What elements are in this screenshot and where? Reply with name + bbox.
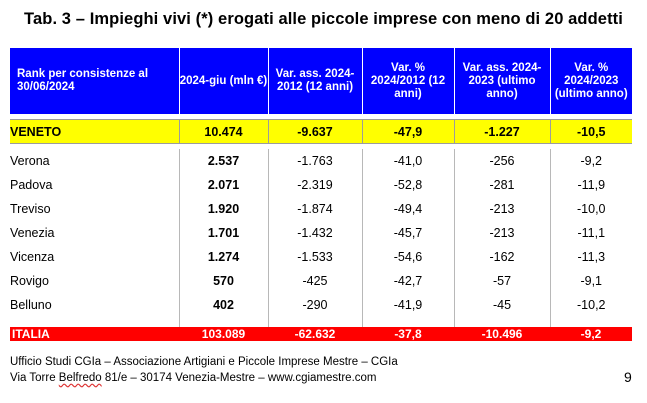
footer-line-2 [10, 372, 377, 384]
table-row [10, 197, 632, 221]
veneto-row [10, 120, 632, 144]
cell-var-pct-12: -52,8 [362, 173, 454, 197]
italia-var-pct-1: -9,2 [580, 327, 602, 341]
header-row [10, 48, 632, 114]
cell-var-ass-1: -1.227 [454, 120, 550, 144]
cell-var-ass-1: -281 [454, 173, 550, 197]
province-name: Venezia [10, 226, 55, 240]
table-row [10, 293, 632, 317]
header-var-ass-12: Var. ass. 2024-2012 (12 anni) [268, 48, 362, 114]
table-row [10, 221, 632, 245]
cell-2024: 402 [179, 293, 268, 317]
header-rank: Rank per consistenze al 30/06/2024 [10, 48, 179, 114]
cell-2024: 1.920 [179, 197, 268, 221]
province-name: Padova [10, 178, 53, 192]
cell-var-pct-1: -10,2 [550, 293, 632, 317]
cell-var-pct-1: -9,2 [550, 149, 632, 173]
cell-var-pct-12: -41,0 [362, 149, 454, 173]
header-2024-giu: 2024-giu (mln €) [179, 48, 268, 114]
cell-var-ass-1: -213 [454, 197, 550, 221]
footer-address-end: 81/e – 30174 Venezia-Mestre – www.cgiamestre.com [101, 372, 377, 384]
italia-var-ass-1: -10.496 [481, 327, 523, 341]
italia-row [10, 327, 632, 341]
table-row [10, 245, 632, 269]
cell-var-pct-12: -49,4 [362, 197, 454, 221]
table-row [10, 173, 632, 197]
cell-var-ass-12: -1.763 [268, 149, 362, 173]
cell-var-ass-1: -57 [454, 269, 550, 293]
header-var-pct-1: Var. % 2024/2023 (ultimo anno) [550, 48, 632, 114]
table-row [10, 269, 632, 293]
cell-var-ass-12: -1.432 [268, 221, 362, 245]
cell-var-ass-12: -1.533 [268, 245, 362, 269]
cell-var-ass-1: -45 [454, 293, 550, 317]
cell-var-pct-1: -10,0 [550, 197, 632, 221]
footer-line-1: Ufficio Studi CGIa – Associazione Artigiani e Piccole Imprese Mestre – CGIa [10, 356, 398, 368]
cell-var-pct-12: -42,7 [362, 269, 454, 293]
header-var-pct-12: Var. % 2024/2012 (12 anni) [362, 48, 454, 114]
cell-var-ass-12: -2.319 [268, 173, 362, 197]
cell-var-pct-1: -11,9 [550, 173, 632, 197]
region-name: VENETO [10, 120, 179, 144]
page-number: 9 [624, 369, 632, 385]
cell-var-pct-12: -45,7 [362, 221, 454, 245]
table-title: Tab. 3 – Impieghi vivi (*) erogati alle piccole imprese con meno di 20 addetti [24, 10, 623, 28]
cell-var-pct-12: -41,9 [362, 293, 454, 317]
table-row [10, 149, 632, 173]
province-name: Treviso [10, 202, 51, 216]
cell-var-pct-1: -11,1 [550, 221, 632, 245]
cell-2024: 10.474 [179, 120, 268, 144]
cell-2024: 1.701 [179, 221, 268, 245]
cell-var-ass-12: -9.637 [268, 120, 362, 144]
province-name: Verona [10, 154, 50, 168]
cell-var-pct-1: -10,5 [550, 120, 632, 144]
province-name: Belluno [10, 298, 52, 312]
italia-label: ITALIA [12, 327, 50, 341]
cell-var-ass-1: -256 [454, 149, 550, 173]
cell-var-ass-12: -1.874 [268, 197, 362, 221]
cell-var-ass-12: -290 [268, 293, 362, 317]
cell-var-pct-1: -11,3 [550, 245, 632, 269]
cell-var-pct-12: -54,6 [362, 245, 454, 269]
data-table [10, 48, 632, 333]
province-name: Rovigo [10, 274, 49, 288]
italia-2024: 103.089 [201, 327, 246, 341]
italia-var-pct-12: -37,8 [394, 327, 422, 341]
header-var-ass-1: Var. ass. 2024-2023 (ultimo anno) [454, 48, 550, 114]
cell-var-ass-12: -425 [268, 269, 362, 293]
italia-var-ass-12: -62.632 [294, 327, 336, 341]
cell-var-ass-1: -213 [454, 221, 550, 245]
cell-2024: 570 [179, 269, 268, 293]
cell-2024: 1.274 [179, 245, 268, 269]
cell-var-pct-12: -47,9 [362, 120, 454, 144]
cell-2024: 2.071 [179, 173, 268, 197]
cell-2024: 2.537 [179, 149, 268, 173]
cell-var-ass-1: -162 [454, 245, 550, 269]
footer-address-start: Via Torre [10, 372, 59, 384]
footer-address-street: Belfredo [58, 372, 102, 384]
province-name: Vicenza [10, 250, 55, 264]
cell-var-pct-1: -9,1 [550, 269, 632, 293]
